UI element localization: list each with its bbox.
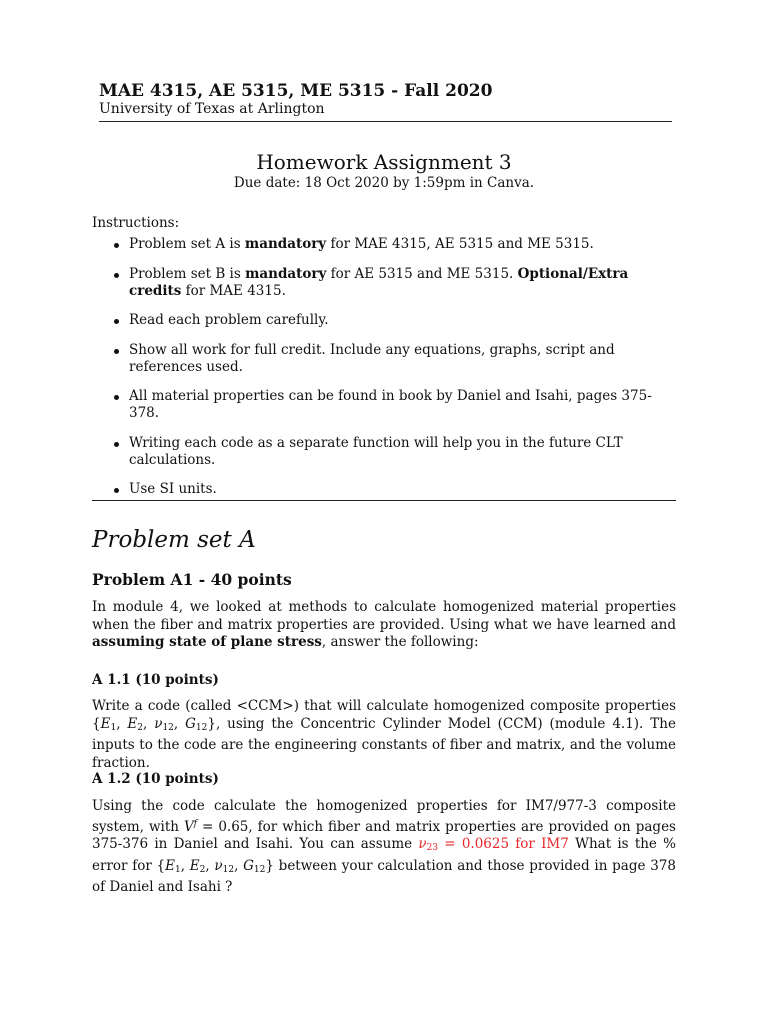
property-set-math: {$E_1$, $E_2$, $\nu_{12}$, $G_{12}$} (92, 715, 216, 733)
list-item: Show all work for full credit. Include any equations, graphs, script and references used. (92, 342, 677, 376)
problem-a1-intro: In module 4, we looked at methods to calculate homogenized material properties when the fiber and matrix properties are provided. Using what we have learned and assuming state of plane stress, answer the following: (92, 599, 676, 650)
list-item: Use SI units. (92, 481, 677, 498)
bullet-icon (114, 273, 119, 278)
bullet-icon (114, 488, 119, 493)
course-title: MAE 4315, AE 5315, ME 5315 - Fall 2020 (99, 81, 493, 101)
problem-a1-title: Problem A1 - 40 points (92, 570, 292, 589)
bullet-icon (114, 442, 119, 447)
bullet-icon (114, 395, 119, 400)
instructions-list (92, 236, 677, 511)
list-item: Problem set A is mandatory for MAE 4315, AE 5315 and ME 5315. (92, 236, 677, 253)
list-item: Problem set B is mandatory for AE 5315 and ME 5315. Optional/Extra credits for MAE 4315. (92, 266, 677, 300)
bullet-icon (114, 349, 119, 354)
list-item: Writing each code as a separate function will help you in the future CLT calculations. (92, 435, 677, 469)
property-set-math: {$E_1$, $E_2$, $\nu_{12}$, $G_{12}$} (156, 857, 274, 875)
problem-a11-text: Write a code (called <CCM>) that will calculate homogenized composite properties {$E_1$, $E_2$, $\nu_{12}$, $G_{12}$}, using the Concentric Cylinder Model (CCM) (module 4.1). The inputs to the code are the engineering constants of fiber and matrix, and the volume fraction. (92, 698, 676, 771)
list-item: All material properties can be found in book by Daniel and Isahi, pages 375-378. (92, 388, 677, 422)
bullet-icon (114, 243, 119, 248)
due-date: Due date: 18 Oct 2020 by 1:59pm in Canva. (233, 175, 535, 191)
problem-a12-text: Using the code calculate the homogenized properties for IM7/977-3 composite system, with $V^f = 0.65$, for which fiber and matrix properties are provided on pages 375-376 in Daniel and Isahi. You can assume $\nu_{23} = 0.0625$ for IM7 What is the % error for {$E_1$, $E_2$, $\nu_{12}$, $G_{12}$} between your calculation and those provided in page 378 of Daniel and Isahi ? (92, 798, 676, 895)
list-item: Read each problem carefully. (92, 312, 677, 329)
problem-set-title: Problem set A (92, 527, 256, 553)
instructions-heading: Instructions: (92, 215, 180, 231)
section-rule (92, 500, 676, 501)
problem-a11-title: A 1.1 (10 points) (92, 672, 219, 688)
bullet-icon (114, 319, 119, 324)
assignment-title: Homework Assignment 3 (256, 150, 512, 174)
university-name: University of Texas at Arlington (99, 101, 325, 117)
poisson-ratio-math: $\nu_{23}$ (418, 836, 439, 853)
problem-a12-title: A 1.2 (10 points) (92, 771, 219, 787)
header-rule (99, 121, 672, 122)
volume-fraction-math: $V^f$ (183, 818, 198, 835)
